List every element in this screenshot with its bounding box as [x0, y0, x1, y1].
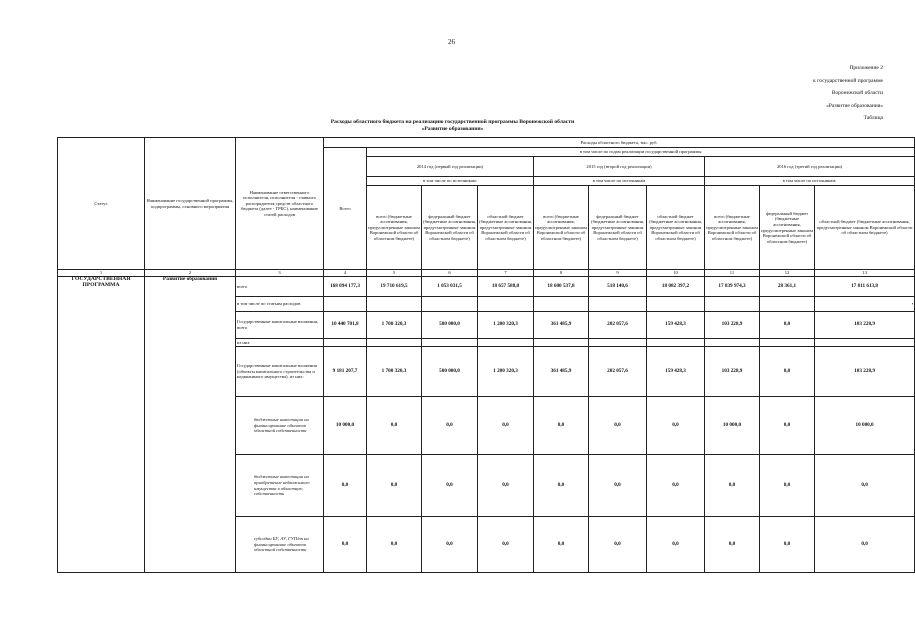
page-number: 26 [448, 38, 455, 46]
col-number: 13 [815, 270, 915, 277]
value-cell [760, 297, 815, 312]
col-number: 6 [422, 270, 478, 277]
value-cell: 10 000,0 [815, 397, 915, 455]
col-number: 2 [145, 270, 236, 277]
col-number: 10 [647, 270, 705, 277]
status-cell: ГОСУДАРСТВЕННАЯ ПРОГРАММА [58, 277, 145, 573]
appendix-line: Таблица [863, 115, 883, 121]
value-cell: 18 657 588,0 [478, 277, 534, 297]
appendix-line: к государственной программе [813, 77, 883, 84]
document-title [0, 119, 905, 133]
value-cell: 500 000,0 [422, 312, 478, 339]
row-label: всего [236, 277, 324, 297]
value-cell: 0,0 [760, 397, 815, 455]
header-col-7: областной бюджет (бюджетные ассигнования, предусмотренные законом Воронежской области об областном бюджете) [478, 186, 534, 270]
value-cell: 0,0 [815, 517, 915, 573]
header-col-10: областной бюджет (бюджетные ассигнования, предусмотренные законом Воронежской области об областном бюджете) [647, 186, 705, 270]
col-number: 4 [324, 270, 367, 277]
value-cell: 0,0 [589, 517, 647, 573]
value-cell: 0,0 [367, 455, 422, 517]
value-cell: 0,0 [478, 517, 534, 573]
row-label: в том числе по статьям расходов [236, 297, 324, 312]
value-cell: 0,0 [324, 517, 367, 573]
row-label: бюджетные инвестиции на приобретение недвижимого имущества в областную собственность [236, 455, 324, 517]
header-sources-2014: в том числе по источникам: [367, 177, 534, 186]
value-cell: 0,0 [478, 455, 534, 517]
appendix-line: «Развитие образования» [826, 102, 883, 109]
value-cell [478, 297, 534, 312]
value-cell [367, 339, 422, 347]
value-cell: 0,0 [367, 397, 422, 455]
value-cell [705, 339, 760, 347]
value-cell: , [815, 297, 915, 312]
value-cell: 202 057,6 [589, 312, 647, 339]
value-cell: 1 200 320,3 [478, 312, 534, 339]
value-cell: 103 228,9 [815, 312, 915, 339]
value-cell [422, 297, 478, 312]
col-number: 12 [760, 270, 815, 277]
value-cell: 103 228,9 [705, 312, 760, 339]
header-col-11: всего (бюджетные ассигнования, предусмотренные законом Воронежской области об областном бюджете) [705, 186, 760, 270]
value-cell: 18 082 397,2 [647, 277, 705, 297]
col-number: 1 [58, 270, 145, 277]
value-cell [534, 339, 589, 347]
header-col-12: федеральный бюджет (бюджетные ассигнования, предусмотренные законом Воронежской области об областном бюджете) [760, 186, 815, 270]
header-col-5: всего (бюджетные ассигнования, предусмотренные законом Воронежской области об областном бюджете) [367, 186, 422, 270]
value-cell [647, 297, 705, 312]
value-cell: 0,0 [422, 455, 478, 517]
header-status: Статус [58, 138, 145, 270]
appendix-line: Воронежской области [831, 90, 883, 96]
value-cell: 518 140,6 [589, 277, 647, 297]
value-cell [478, 339, 534, 347]
header-by-years: в том числе по годам реализации государственной программы [367, 148, 915, 157]
value-cell: 0,0 [589, 455, 647, 517]
value-cell: 0,0 [760, 312, 815, 339]
value-cell: 10 000,0 [324, 397, 367, 455]
appendix-line: Приложение 2 [849, 65, 883, 71]
value-cell: 361 485,9 [534, 312, 589, 339]
value-cell: 28 361,1 [760, 277, 815, 297]
value-cell: 0,0 [589, 397, 647, 455]
value-cell: 0,0 [760, 517, 815, 573]
value-cell: 18 600 537,8 [534, 277, 589, 297]
row-label: Государственные капитальные вложения (объекты капитального строительства и недвижимого имущества), из них: [236, 347, 324, 397]
value-cell: 19 710 619,5 [367, 277, 422, 297]
col-number: 7 [478, 270, 534, 277]
col-number: 11 [705, 270, 760, 277]
col-number: 9 [589, 270, 647, 277]
header-col-9: федеральный бюджет (бюджетные ассигнования, предусмотренные законом Воронежской области об областном бюджете) [589, 186, 647, 270]
value-cell: 0,0 [534, 397, 589, 455]
value-cell: 0,0 [647, 455, 705, 517]
value-cell [589, 339, 647, 347]
col-number: 8 [534, 270, 589, 277]
table-row [58, 277, 915, 297]
header-sources-2016: в том числе по источникам: [705, 177, 915, 186]
header-program-name: Наименование государственной программы, подпрограммы, основного мероприятия [145, 138, 236, 270]
row-label: субсидии БУ, АУ, ГУП/пп на финансирование объектов областной собственности [236, 517, 324, 573]
value-cell: 168 094 177,3 [324, 277, 367, 297]
col-number: 3 [236, 270, 324, 277]
value-cell: 1 200 320,3 [478, 347, 534, 397]
value-cell: 9 181 207,7 [324, 347, 367, 397]
col-number: 5 [367, 270, 422, 277]
value-cell [705, 297, 760, 312]
value-cell: 0,0 [705, 455, 760, 517]
header-year-2015: 2015 год (второй год реализации) [534, 157, 705, 177]
header-col-6: федеральный бюджет (бюджетные ассигнования, предусмотренные законом Воронежской области об областном бюджете) [422, 186, 478, 270]
value-cell: 0,0 [760, 455, 815, 517]
value-cell: 1 700 320,3 [367, 312, 422, 339]
value-cell [367, 297, 422, 312]
value-cell [760, 339, 815, 347]
value-cell: 0,0 [815, 455, 915, 517]
header-executor: Наименование ответственного исполнителя, исполнителя - главного распорядителя средств областного бюджета (далее - ГРБС), наименование статей расходов [236, 138, 324, 270]
header-total: Всего [324, 148, 367, 270]
value-cell [422, 339, 478, 347]
value-cell: 0,0 [422, 517, 478, 573]
value-cell [647, 339, 705, 347]
value-cell: 159 428,3 [647, 347, 705, 397]
value-cell: 361 485,9 [534, 347, 589, 397]
value-cell: 17 839 974,3 [705, 277, 760, 297]
value-cell [534, 297, 589, 312]
value-cell: 10 440 701,8 [324, 312, 367, 339]
value-cell: 0,0 [647, 517, 705, 573]
header-year-2016: 2016 год (третий год реализации) [705, 157, 915, 177]
value-cell: 202 057,6 [589, 347, 647, 397]
budget-table [57, 137, 915, 573]
value-cell: 0,0 [534, 517, 589, 573]
row-label: бюджетные инвестиции на финансирование объектов областной собственности [236, 397, 324, 455]
header-sources-2015: в том числе по источникам [534, 177, 705, 186]
value-cell: 1 700 320,3 [367, 347, 422, 397]
value-cell [589, 297, 647, 312]
title-line: Расходы областного бюджета на реализацию государственной программы Воронежской области [330, 119, 575, 125]
header-col-8: всего (бюджетные ассигнования, предусмотренные законом Воронежской области об областном бюджете) [534, 186, 589, 270]
row-label: Государственные капитальные вложения, всего [236, 312, 324, 339]
program-cell: Развитие образования [145, 277, 236, 573]
value-cell [815, 339, 915, 347]
value-cell [324, 297, 367, 312]
value-cell: 1 053 031,5 [422, 277, 478, 297]
header-budget-top: Расходы областного бюджета, тыс. руб. [324, 138, 915, 148]
value-cell: 500 000,0 [422, 347, 478, 397]
value-cell: 159 428,3 [647, 312, 705, 339]
header-year-2014: 2014 год (первый год реализации) [367, 157, 534, 177]
value-cell: 0,0 [760, 347, 815, 397]
value-cell: 0,0 [422, 397, 478, 455]
value-cell: 103 228,9 [705, 347, 760, 397]
title-line: «Развитие образования» [421, 126, 484, 132]
row-label: из них [236, 339, 324, 347]
value-cell: 10 000,0 [705, 397, 760, 455]
appendix-block [813, 62, 883, 125]
value-cell: 17 811 613,8 [815, 277, 915, 297]
value-cell [324, 339, 367, 347]
value-cell: 0,0 [324, 455, 367, 517]
value-cell: 0,0 [534, 455, 589, 517]
value-cell: 0,0 [478, 397, 534, 455]
header-col-13: областной бюджет (бюджетные ассигнования, предусмотренные законом Воронежской области об областном бюджете) [815, 186, 915, 270]
value-cell: 0,0 [367, 517, 422, 573]
value-cell: 0,0 [705, 517, 760, 573]
value-cell: 103 228,9 [815, 347, 915, 397]
value-cell: 0,0 [647, 397, 705, 455]
